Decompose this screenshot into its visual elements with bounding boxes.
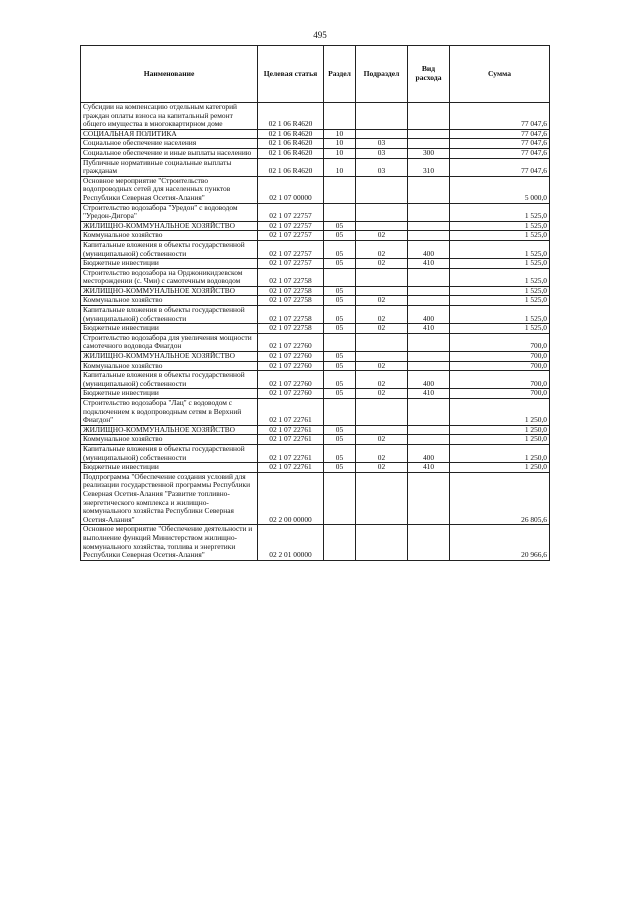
table-row bbox=[81, 399, 550, 426]
table-row bbox=[81, 444, 550, 462]
table-row bbox=[81, 203, 550, 221]
cell-name: Коммунальное хозяйство bbox=[81, 231, 258, 241]
cell-section bbox=[324, 268, 356, 286]
cell-type: 400 bbox=[408, 306, 450, 324]
cell-type bbox=[408, 268, 450, 286]
cell-sum: 5 000,0 bbox=[450, 176, 550, 203]
cell-name: СОЦИАЛЬНАЯ ПОЛИТИКА bbox=[81, 129, 258, 139]
cell-target: 02 1 07 22760 bbox=[258, 371, 324, 389]
cell-name: Строительство водозабора "Уредон" с водоводом "Уредон-Дигора" bbox=[81, 203, 258, 221]
cell-subsection bbox=[356, 103, 408, 130]
cell-name: Коммунальное хозяйство bbox=[81, 296, 258, 306]
cell-subsection: 02 bbox=[356, 240, 408, 258]
cell-target: 02 1 06 R4620 bbox=[258, 139, 324, 149]
cell-target: 02 1 07 22761 bbox=[258, 444, 324, 462]
cell-target: 02 1 07 22761 bbox=[258, 463, 324, 473]
cell-name: Публичные нормативные социальные выплаты гражданам bbox=[81, 158, 258, 176]
table-row bbox=[81, 176, 550, 203]
cell-name: Бюджетные инвестиции bbox=[81, 389, 258, 399]
cell-name: Основное мероприятие "Строительство водопроводных сетей для населенных пунктов Республики Северная Осетия-Алания" bbox=[81, 176, 258, 203]
table-row bbox=[81, 158, 550, 176]
cell-target: 02 1 06 R4620 bbox=[258, 103, 324, 130]
cell-sum: 1 250,0 bbox=[450, 463, 550, 473]
cell-subsection bbox=[356, 268, 408, 286]
header-section: Раздел bbox=[324, 46, 356, 103]
cell-type: 410 bbox=[408, 463, 450, 473]
cell-section: 05 bbox=[324, 361, 356, 371]
table-row bbox=[81, 103, 550, 130]
cell-target: 02 1 07 22757 bbox=[258, 231, 324, 241]
cell-target: 02 1 07 22760 bbox=[258, 361, 324, 371]
cell-subsection: 02 bbox=[356, 463, 408, 473]
cell-sum: 77 047,6 bbox=[450, 148, 550, 158]
cell-section: 05 bbox=[324, 231, 356, 241]
cell-name: Строительство водозабора на Орджоникидзевском месторождении (с. Чми) с самотечным водоводом bbox=[81, 268, 258, 286]
cell-sum: 77 047,6 bbox=[450, 139, 550, 149]
cell-section: 10 bbox=[324, 148, 356, 158]
cell-sum: 1 250,0 bbox=[450, 425, 550, 435]
header-target: Целевая статья bbox=[258, 46, 324, 103]
cell-subsection: 02 bbox=[356, 371, 408, 389]
cell-section: 05 bbox=[324, 259, 356, 269]
cell-section: 05 bbox=[324, 296, 356, 306]
cell-section: 05 bbox=[324, 352, 356, 362]
cell-target: 02 1 07 22757 bbox=[258, 259, 324, 269]
cell-subsection: 02 bbox=[356, 444, 408, 462]
cell-section bbox=[324, 399, 356, 426]
cell-target: 02 1 07 22758 bbox=[258, 306, 324, 324]
cell-subsection: 03 bbox=[356, 139, 408, 149]
cell-sum: 1 525,0 bbox=[450, 221, 550, 231]
table-row bbox=[81, 259, 550, 269]
cell-name: ЖИЛИЩНО-КОММУНАЛЬНОЕ ХОЗЯЙСТВО bbox=[81, 286, 258, 296]
cell-target: 02 1 06 R4620 bbox=[258, 158, 324, 176]
cell-target: 02 1 07 22761 bbox=[258, 399, 324, 426]
cell-name: ЖИЛИЩНО-КОММУНАЛЬНОЕ ХОЗЯЙСТВО bbox=[81, 221, 258, 231]
table-row bbox=[81, 463, 550, 473]
table-row bbox=[81, 268, 550, 286]
cell-name: ЖИЛИЩНО-КОММУНАЛЬНОЕ ХОЗЯЙСТВО bbox=[81, 425, 258, 435]
cell-type bbox=[408, 435, 450, 445]
cell-subsection: 02 bbox=[356, 389, 408, 399]
cell-subsection: 02 bbox=[356, 435, 408, 445]
cell-type bbox=[408, 352, 450, 362]
cell-name: Бюджетные инвестиции bbox=[81, 324, 258, 334]
cell-name: Подпрограмма "Обеспечение создания условий для реализации государственной программы Республики Северная Осетия-Алания "Развитие топливно-энергетического комплекса и жилищно-коммунального хозяйства Республики Северная Осетия-Алания" bbox=[81, 472, 258, 525]
header-subsection: Подраздел bbox=[356, 46, 408, 103]
cell-section: 05 bbox=[324, 286, 356, 296]
cell-type: 400 bbox=[408, 371, 450, 389]
cell-target: 02 1 06 R4620 bbox=[258, 129, 324, 139]
cell-name: Коммунальное хозяйство bbox=[81, 361, 258, 371]
cell-sum: 1 250,0 bbox=[450, 435, 550, 445]
budget-table bbox=[80, 45, 550, 561]
cell-target: 02 1 07 22761 bbox=[258, 435, 324, 445]
cell-section: 10 bbox=[324, 139, 356, 149]
cell-name: ЖИЛИЩНО-КОММУНАЛЬНОЕ ХОЗЯЙСТВО bbox=[81, 352, 258, 362]
cell-sum: 700,0 bbox=[450, 352, 550, 362]
cell-type: 310 bbox=[408, 158, 450, 176]
cell-type: 300 bbox=[408, 148, 450, 158]
cell-type bbox=[408, 129, 450, 139]
table-row bbox=[81, 324, 550, 334]
cell-target: 02 1 07 22758 bbox=[258, 286, 324, 296]
cell-target: 02 1 07 22760 bbox=[258, 389, 324, 399]
table-row bbox=[81, 525, 550, 560]
cell-section: 05 bbox=[324, 371, 356, 389]
cell-section: 10 bbox=[324, 158, 356, 176]
table-row bbox=[81, 352, 550, 362]
cell-name: Капитальные вложения в объекты государственной (муниципальной) собственности bbox=[81, 371, 258, 389]
cell-name: Социальное обеспечение и иные выплаты населению bbox=[81, 148, 258, 158]
cell-name: Строительство водозабора "Лац" с водоводом с подключением к водопроводным сетям в Верхний Фиагдон" bbox=[81, 399, 258, 426]
cell-sum: 1 525,0 bbox=[450, 231, 550, 241]
page-number: 495 bbox=[313, 30, 327, 40]
cell-target: 02 1 07 22758 bbox=[258, 268, 324, 286]
cell-type bbox=[408, 399, 450, 426]
cell-section: 05 bbox=[324, 444, 356, 462]
cell-type bbox=[408, 333, 450, 351]
cell-target: 02 1 07 22757 bbox=[258, 240, 324, 258]
cell-type bbox=[408, 221, 450, 231]
cell-type: 400 bbox=[408, 240, 450, 258]
cell-section: 05 bbox=[324, 435, 356, 445]
cell-target: 02 1 07 22761 bbox=[258, 425, 324, 435]
header-type: Вид расхода bbox=[408, 46, 450, 103]
cell-section: 05 bbox=[324, 240, 356, 258]
cell-type: 410 bbox=[408, 389, 450, 399]
table-row bbox=[81, 371, 550, 389]
cell-name: Капитальные вложения в объекты государственной (муниципальной) собственности bbox=[81, 306, 258, 324]
cell-type bbox=[408, 286, 450, 296]
cell-sum: 1 525,0 bbox=[450, 268, 550, 286]
cell-section bbox=[324, 525, 356, 560]
table-row bbox=[81, 306, 550, 324]
cell-sum: 700,0 bbox=[450, 389, 550, 399]
cell-sum: 77 047,6 bbox=[450, 158, 550, 176]
cell-section bbox=[324, 333, 356, 351]
cell-subsection: 02 bbox=[356, 259, 408, 269]
cell-section bbox=[324, 103, 356, 130]
cell-name: Основное мероприятие "Обеспечение деятельности и выполнение функций Министерством жилищно-коммунального хозяйства, топлива и энергетики Республики Северная Осетия-Алания" bbox=[81, 525, 258, 560]
cell-sum: 1 250,0 bbox=[450, 399, 550, 426]
cell-sum: 26 805,6 bbox=[450, 472, 550, 525]
cell-type bbox=[408, 472, 450, 525]
cell-subsection bbox=[356, 352, 408, 362]
cell-sum: 700,0 bbox=[450, 333, 550, 351]
header-name: Наименование bbox=[81, 46, 258, 103]
cell-target: 02 1 07 22758 bbox=[258, 324, 324, 334]
cell-sum: 1 250,0 bbox=[450, 444, 550, 462]
cell-type bbox=[408, 231, 450, 241]
cell-name: Бюджетные инвестиции bbox=[81, 463, 258, 473]
cell-section: 05 bbox=[324, 389, 356, 399]
cell-section bbox=[324, 203, 356, 221]
cell-sum: 77 047,6 bbox=[450, 103, 550, 130]
cell-name: Социальное обеспечение населения bbox=[81, 139, 258, 149]
cell-target: 02 1 07 22760 bbox=[258, 352, 324, 362]
cell-subsection: 02 bbox=[356, 231, 408, 241]
table-row bbox=[81, 240, 550, 258]
cell-subsection: 02 bbox=[356, 324, 408, 334]
cell-name: Капитальные вложения в объекты государственной (муниципальной) собственности bbox=[81, 240, 258, 258]
cell-subsection: 03 bbox=[356, 148, 408, 158]
cell-type: 410 bbox=[408, 324, 450, 334]
cell-target: 02 1 07 22757 bbox=[258, 203, 324, 221]
cell-type bbox=[408, 425, 450, 435]
cell-type: 410 bbox=[408, 259, 450, 269]
table-row bbox=[81, 333, 550, 351]
table-header-row bbox=[81, 46, 550, 103]
cell-target: 02 1 07 22760 bbox=[258, 333, 324, 351]
cell-subsection: 02 bbox=[356, 306, 408, 324]
header-sum: Сумма bbox=[450, 46, 550, 103]
cell-name: Коммунальное хозяйство bbox=[81, 435, 258, 445]
cell-type: 400 bbox=[408, 444, 450, 462]
cell-subsection: 02 bbox=[356, 361, 408, 371]
cell-target: 02 1 06 R4620 bbox=[258, 148, 324, 158]
cell-subsection bbox=[356, 525, 408, 560]
cell-name: Бюджетные инвестиции bbox=[81, 259, 258, 269]
cell-sum: 20 966,6 bbox=[450, 525, 550, 560]
cell-section: 05 bbox=[324, 324, 356, 334]
cell-type bbox=[408, 103, 450, 130]
cell-sum: 1 525,0 bbox=[450, 203, 550, 221]
cell-subsection bbox=[356, 472, 408, 525]
cell-sum: 700,0 bbox=[450, 361, 550, 371]
table-row bbox=[81, 472, 550, 525]
cell-section: 05 bbox=[324, 306, 356, 324]
cell-sum: 700,0 bbox=[450, 371, 550, 389]
cell-target: 02 1 07 00000 bbox=[258, 176, 324, 203]
cell-sum: 1 525,0 bbox=[450, 240, 550, 258]
cell-sum: 1 525,0 bbox=[450, 324, 550, 334]
cell-sum: 1 525,0 bbox=[450, 306, 550, 324]
cell-name: Строительство водозабора для увеличения мощности самотечного водовода Фиагдон bbox=[81, 333, 258, 351]
table-body bbox=[81, 103, 550, 561]
cell-section: 10 bbox=[324, 129, 356, 139]
cell-section bbox=[324, 472, 356, 525]
cell-type bbox=[408, 525, 450, 560]
cell-type bbox=[408, 176, 450, 203]
cell-target: 02 2 00 00000 bbox=[258, 472, 324, 525]
cell-subsection bbox=[356, 399, 408, 426]
cell-subsection: 02 bbox=[356, 296, 408, 306]
cell-subsection bbox=[356, 176, 408, 203]
cell-section bbox=[324, 176, 356, 203]
cell-sum: 1 525,0 bbox=[450, 296, 550, 306]
cell-section: 05 bbox=[324, 463, 356, 473]
cell-target: 02 1 07 22757 bbox=[258, 221, 324, 231]
cell-type bbox=[408, 296, 450, 306]
table-row bbox=[81, 231, 550, 241]
cell-sum: 77 047,6 bbox=[450, 129, 550, 139]
cell-subsection: 03 bbox=[356, 158, 408, 176]
cell-section: 05 bbox=[324, 425, 356, 435]
cell-type bbox=[408, 203, 450, 221]
cell-section: 05 bbox=[324, 221, 356, 231]
cell-subsection bbox=[356, 203, 408, 221]
cell-type bbox=[408, 361, 450, 371]
cell-sum: 1 525,0 bbox=[450, 286, 550, 296]
cell-name: Капитальные вложения в объекты государственной (муниципальной) собственности bbox=[81, 444, 258, 462]
table-row bbox=[81, 148, 550, 158]
cell-target: 02 2 01 00000 bbox=[258, 525, 324, 560]
cell-target: 02 1 07 22758 bbox=[258, 296, 324, 306]
cell-name: Субсидии на компенсацию отдельным категорий граждан оплаты взноса на капитальный ремонт общего имущества в многоквартирном доме bbox=[81, 103, 258, 130]
cell-sum: 1 525,0 bbox=[450, 259, 550, 269]
cell-subsection bbox=[356, 333, 408, 351]
